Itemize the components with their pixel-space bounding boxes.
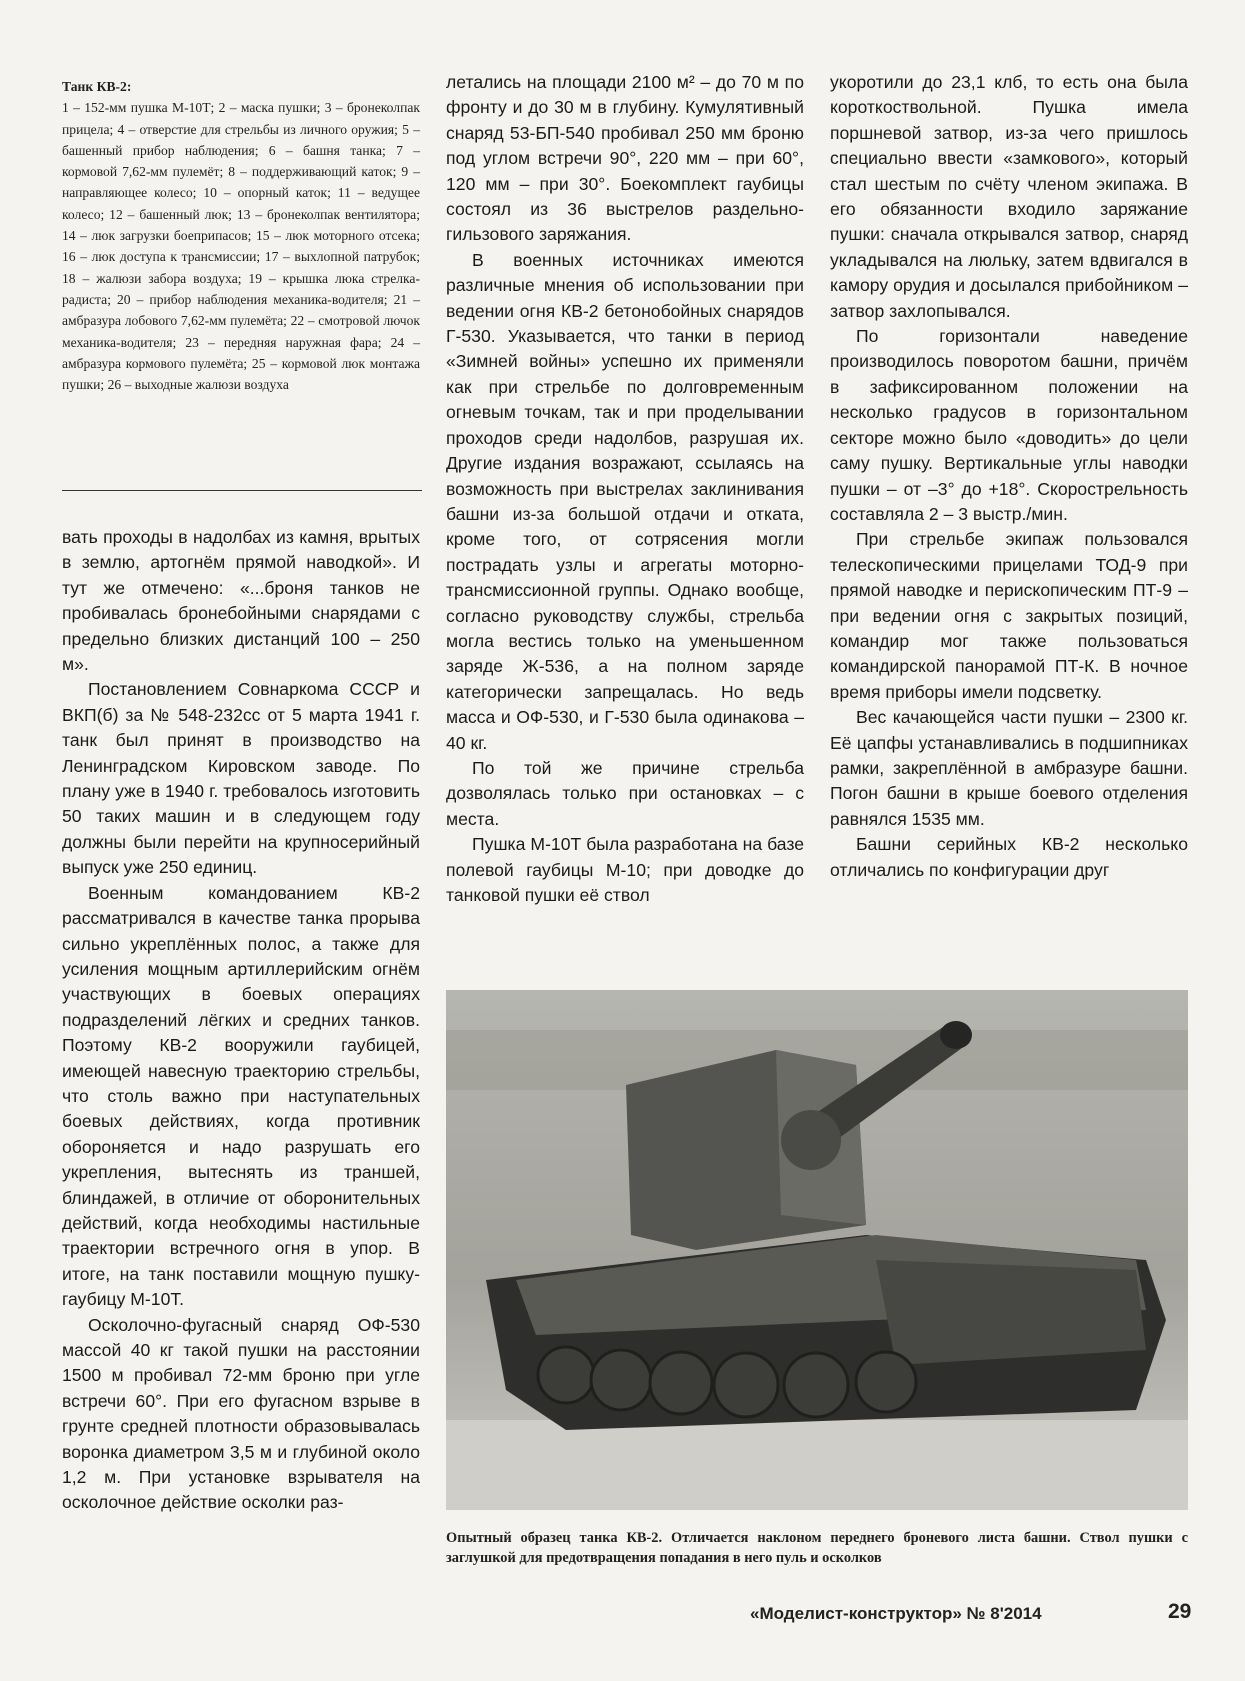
page-number: 29 xyxy=(1168,1600,1192,1623)
paragraph: летались на площади 2100 м² – до 70 м по фронту и до 30 м в глубину. Кумулятивный снаряд 53-БП-540 пробивал 250 мм броню под углом встречи 90°, 220 мм – при 60°, 120 мм – при 30°. Боекомплект гаубицы состоял из 36 выстрелов раздельно-гильзового заряжания. xyxy=(446,72,804,245)
text-column-middle xyxy=(446,70,804,908)
legend-text: 1 – 152-мм пушка М-10Т; 2 – маска пушки; 3 – бронеколпак прицела; 4 – отверстие для стрельбы из личного оружия; 5 – башенный прибор наблюдения; 6 – башня танка; 7 – кормовой 7,62-мм пулемёт; 8 – поддерживающий каток; 9 – направляющее колесо; 10 – опорный каток; 11 – ведущее колесо; 12 – башенный люк; 13 – бронеколпак вентилятора; 14 – люк загрузки боеприпасов; 15 – люк моторного отсека; 16 – люк доступа к трансмиссии; 17 – выхлопной патрубок; 18 – жалюзи забора воздуха; 19 – крышка люка стрелка-радиста; 20 – прибор наблюдения механика-водителя; 21 – амбразура лобового 7,62-мм пулемёта; 22 – смотровой лючок механика-водителя; 23 – передняя наружная фара; 24 – амбразура кормового пулемёта; 25 – кормовой люк монтажа пушки; 26 – выходные жалюзи воздуха xyxy=(62,100,420,393)
photo-caption: Опытный образец танка КВ-2. Отличается наклоном переднего броневого листа башни. Ствол пушки с заглушкой для предотвращения попадания в него пуль и осколков xyxy=(446,1530,1188,1566)
text-column-left xyxy=(62,525,420,1516)
tank-illustration xyxy=(446,990,1188,1510)
paragraph: Военным командованием КВ-2 рассматривался в качестве танка прорыва сильно укреплённых полос, а также для усиления мощным артиллерийским огнём участвующих в боевых операциях подразделений лёгких и средних танков. Поэтому КВ-2 вооружили гаубицей, имеющей навесную траекторию стрельбы, что столь важно при наступательных боевых действиях, когда противник обороняется и надо разрушать его укрепления, вытеснять из траншей, блиндажей, в отличие от оборонительных действий, когда необходимы настильные траектории встречного огня в упор. В итоге, на танк поставили мощную пушку-гаубицу М-10Т. xyxy=(62,882,420,1310)
paragraph: Пушка М-10Т была разработана на базе полевой гаубицы М-10; при доводке до танковой пушки её ствол xyxy=(446,834,804,905)
paragraph: По горизонтали наведение производилось поворотом башни, причём в зафиксированном положении на несколько градусов в горизонтальном секторе можно было «доводить» до цели саму пушку. Вертикальные углы наводки пушки – от –3° до +18°. Скорострельность составляла 2 – 3 выстр./мин. xyxy=(830,326,1188,524)
paragraph: Осколочно-фугасный снаряд ОФ-530 массой 40 кг такой пушки на расстоянии 1500 м пробивал 72-мм броню при угле встречи 60°. При его фугасном взрыве в грунте средней плотности образовывалась воронка диаметром 3,5 м и глубиной около 1,2 м. При установке взрывателя на осколочное действие осколки раз- xyxy=(62,1314,420,1513)
legend-divider xyxy=(62,490,422,491)
paragraph: В военных источниках имеются различные мнения об использовании при ведении огня КВ-2 бетонобойных снарядов Г-530. Указывается, что танки в период «Зимней войны» успешно их применяли как при стрельбе по долговременным огневым точкам, так и при проделывании проходов среди надолбов, разрушая их. Другие издания возражают, ссылаясь на возможность при выстрелах заклинивания башни из-за большой отдачи и отката, кроме того, от сотрясения могли пострадать узлы и агрегаты моторно-трансмиссионной группы. Однако вообще, согласно руководству службы, стрельба могла вестись только на уменьшенном заряде Ж-536, а на полном заряде категорически запрещалась. Но ведь масса и ОФ-530, и Г-530 была одинакова – 40 кг. xyxy=(446,249,804,753)
magazine-issue: «Моделист-конструктор» № 8'2014 xyxy=(750,1604,1042,1623)
paragraph: По той же причине стрельба дозволялась только при остановках – с места. xyxy=(446,757,804,829)
tank-photo xyxy=(446,990,1188,1510)
paragraph: Башни серийных КВ-2 несколько отличались по конфигурации друг xyxy=(830,834,1188,880)
paragraph: укоротили до 23,1 клб, то есть она была короткоствольной. Пушка имела поршневой затвор, из-за чего пришлось специально ввести «замкового», который стал шестым по счёту членом экипажа. В его обязанности входило заряжание пушки: сначала открывался затвор, снаряд укладывался на люльку, затем вдвигался в камору орудия и досылался прибойником – затвор захлопывался. xyxy=(830,72,1188,321)
paragraph: Вес качающейся части пушки – 2300 кг. Её цапфы устанавливались в подшипниках рамки, закреплённой в амбразуре башни. Погон башни в крыше боевого отделения равнялся 1535 мм. xyxy=(830,707,1188,829)
paragraph: вать проходы в надолбах из камня, врытых в землю, артогнём прямой наводкой». И тут же отмечено: «...броня танков не пробивалась бронебойными снарядами с предельно близких дистанций 100 – 250 м». xyxy=(62,527,420,675)
text-column-right xyxy=(830,70,1188,883)
figure-legend xyxy=(62,76,420,395)
paragraph: При стрельбе экипаж пользовался телескопическими прицелами ТОД-9 при прямой наводке и перископическим ПТ-9 – при ведении огня с закрытых позиций, командир мог также пользоваться командирской панорамой ПТ-К. В ночное время приборы имели подсветку. xyxy=(830,529,1188,702)
legend-title: Танк КВ-2: xyxy=(62,79,132,94)
paragraph: Постановлением Совнаркома СССР и ВКП(б) за № 548-232сс от 5 марта 1941 г. танк был принят в производство на Ленинградском Кировском заводе. По плану уже в 1940 г. требовалось изготовить 50 таких машин и в следующем году должны были перейти на крупносерийный выпуск уже 250 единиц. xyxy=(62,679,420,878)
